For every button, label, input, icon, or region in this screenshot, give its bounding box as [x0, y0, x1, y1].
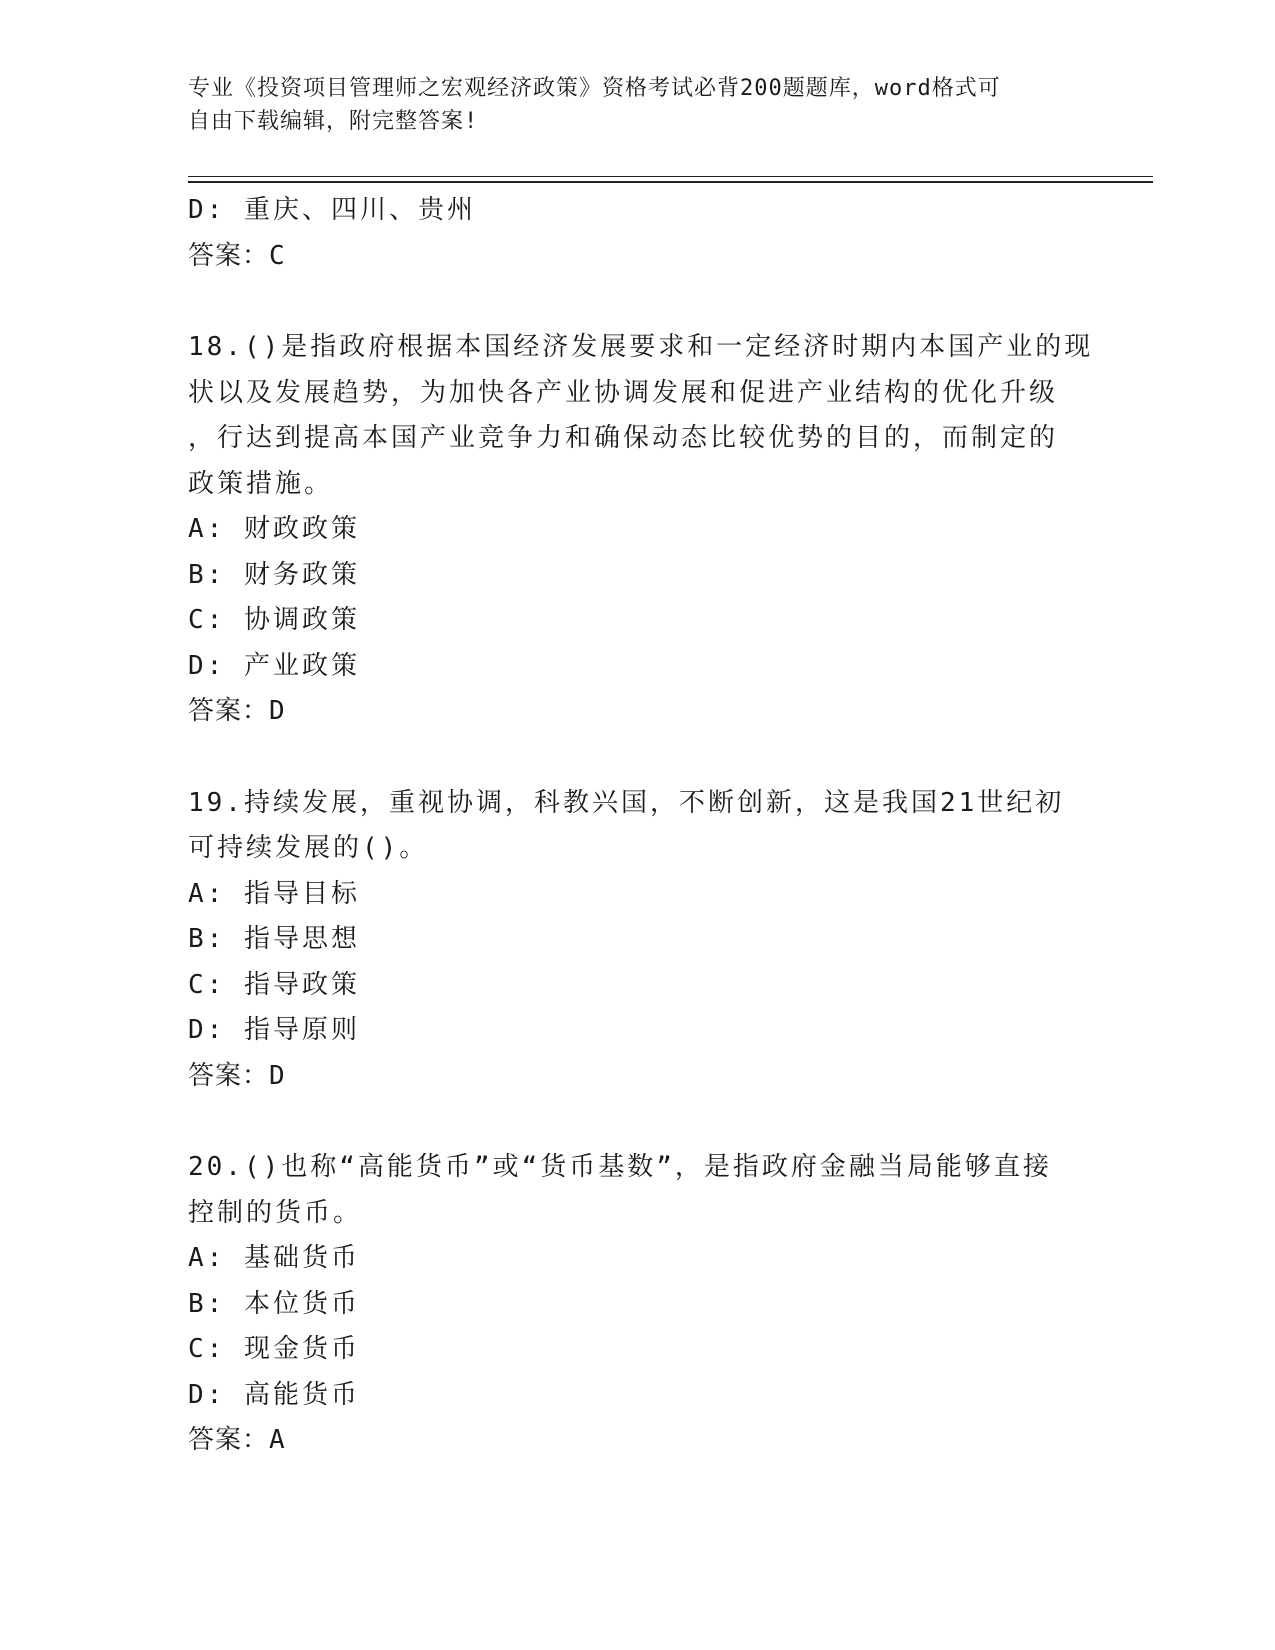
question-text-line: 政策措施。: [188, 468, 334, 499]
question-text-line: 可持续发展的()。: [188, 833, 429, 863]
question-20: [188, 1145, 1078, 1464]
header-divider-thick: [188, 181, 1153, 183]
option-c: C: 现金货币: [188, 1334, 360, 1364]
option-a: A: 财政政策: [188, 514, 360, 544]
question-content: [188, 188, 1094, 1464]
question-text-line: 20.()也称“高能货币”或“货币基数”，是指政府金融当局能够直接: [188, 1152, 1052, 1182]
spacer: [188, 735, 1078, 781]
question-text-line: 19.持续发展，重视协调，科教兴国，不断创新，这是我国21世纪初: [188, 787, 1065, 818]
option-d: D: 高能货币: [188, 1379, 360, 1410]
option-a: A: 基础货币: [188, 1243, 360, 1273]
option-d: D: 指导原则: [188, 1015, 360, 1045]
page-header: [188, 72, 1068, 138]
option-b: B: 本位货币: [188, 1288, 360, 1319]
option-d: D: 重庆、四川、贵州: [188, 195, 476, 225]
question-text-line: 控制的货币。: [188, 1197, 363, 1228]
answer-line: 答案：A: [188, 1425, 286, 1455]
option-b: B: 财务政策: [188, 559, 360, 590]
answer-line: 答案：D: [188, 1060, 286, 1091]
question-19: [188, 781, 1078, 1100]
question-text-line: 状以及发展趋势，为加快各产业协调发展和促进产业结构的优化升级: [188, 377, 1059, 408]
spacer: [188, 1099, 1078, 1145]
question-18: [188, 325, 1094, 735]
header-line-2: 自由下载编辑，附完整答案!: [188, 109, 479, 134]
option-b: B: 指导思想: [188, 924, 360, 954]
question-text-line: ，行达到提高本国产业竞争力和确保动态比较优势的目的，而制定的: [188, 423, 1059, 453]
question-text-line: 18.()是指政府根据本国经济发展要求和一定经济时期内本国产业的现: [188, 332, 1094, 362]
answer-line: 答案：D: [188, 696, 286, 726]
option-a: A: 指导目标: [188, 878, 360, 909]
option-c: C: 协调政策: [188, 605, 360, 635]
header-divider-thin: [188, 176, 1153, 177]
option-d: D: 产业政策: [188, 650, 360, 681]
header-line-1: 专业《投资项目管理师之宏观经济政策》资格考试必背200题题库，word格式可: [188, 76, 1001, 101]
answer-line: 答案：C: [188, 240, 286, 271]
spacer: [188, 279, 1078, 325]
previous-question-tail: [188, 188, 1078, 279]
option-c: C: 指导政策: [188, 969, 360, 1000]
